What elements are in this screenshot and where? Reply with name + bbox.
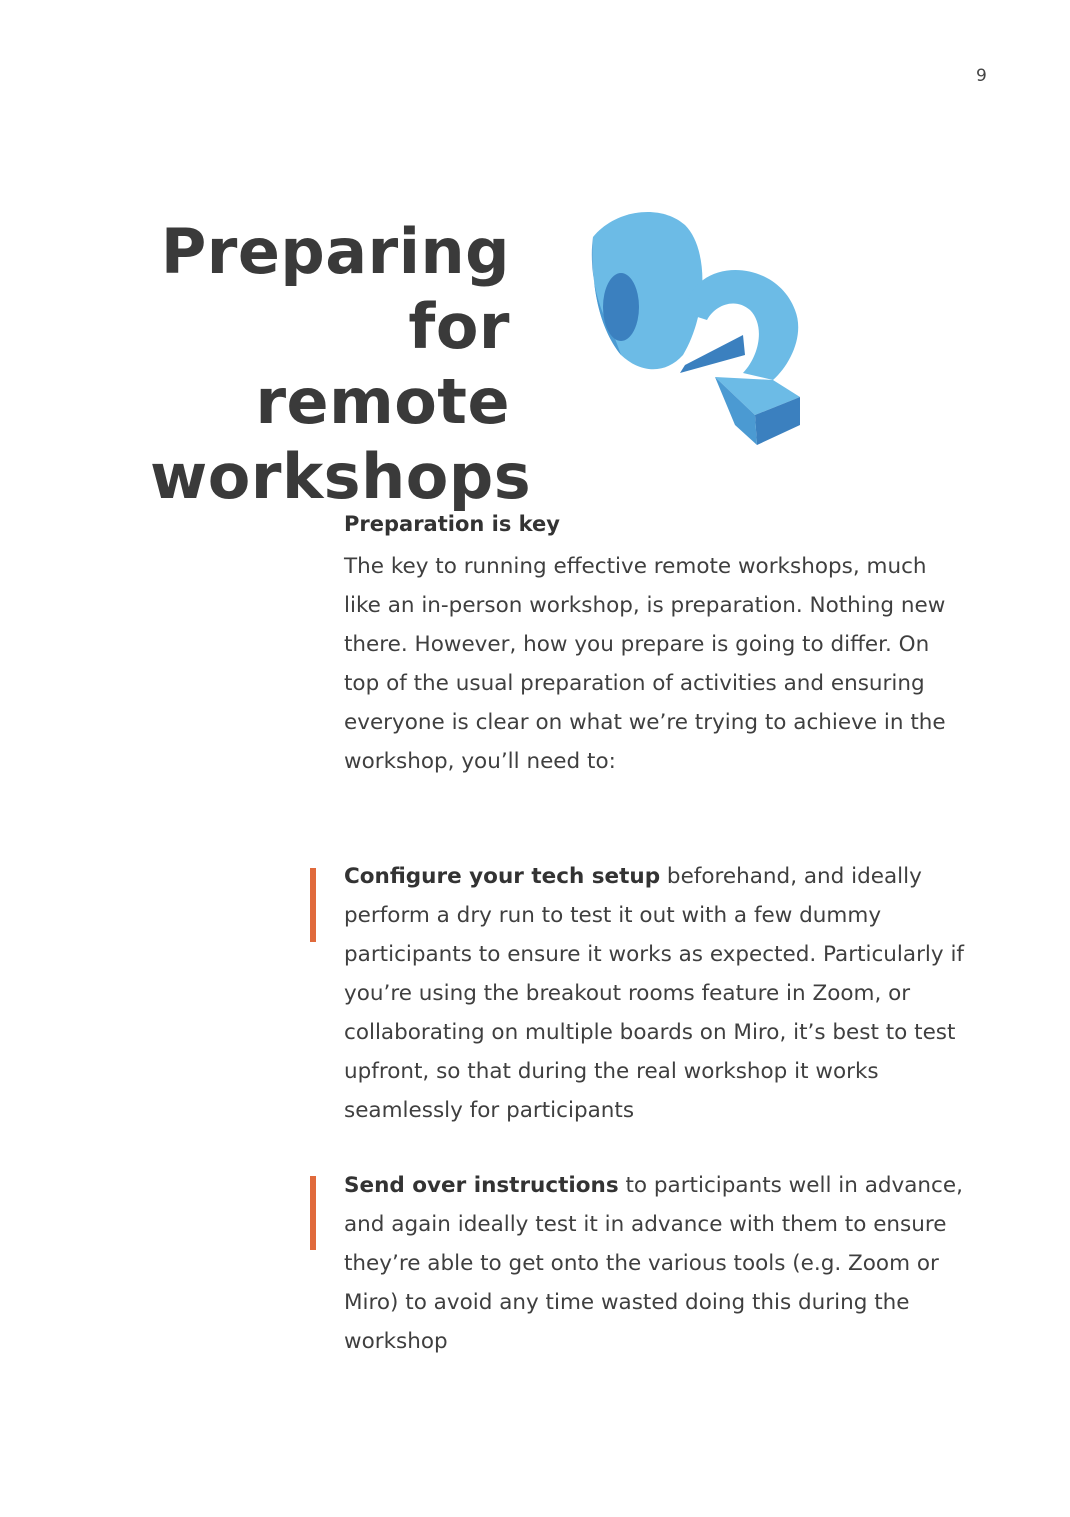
page-number: 9 bbox=[976, 66, 987, 86]
callout-tech-setup-text: beforehand, and ideally perform a dry run to test it out with a few dummy participants to ensure it works as expected. Particularly if you’re using the breakout rooms feature in Zoom, or collaborating on multiple boards on Miro, it’s best to test upfront, so that during the real workshop it works seamlessly for participants bbox=[344, 864, 964, 1123]
callout-tech-setup-lead: Configure your tech setup bbox=[344, 864, 661, 889]
callout-accent-bar bbox=[310, 868, 316, 942]
chapter-title-line-1: Preparing bbox=[160, 215, 510, 288]
intro-paragraph: The key to running effective remote workshops, much like an in-person workshop, is preparation. Nothing new there. However, how you prepare is going to differ. On top of the usual preparation of activities and ensuring everyone is clear on what we’re trying to achieve in the workshop, you’ll need to: bbox=[344, 554, 946, 774]
chapter-title-line-3: workshops bbox=[150, 440, 532, 513]
callout-instructions-text: to participants well in advance, and again ideally test it in advance with them to ensure they’re able to get onto the various tools (e.g. Zoom or Miro) to avoid any time wasted doing this during the workshop bbox=[344, 1173, 963, 1354]
callout-accent-bar bbox=[310, 1176, 316, 1250]
chapter-title bbox=[150, 214, 532, 514]
callout-instructions bbox=[344, 1166, 969, 1361]
callout-instructions-lead: Send over instructions bbox=[344, 1173, 619, 1198]
isometric-number-02-icon bbox=[585, 205, 815, 455]
section-heading: Preparation is key bbox=[344, 512, 560, 536]
digit-zero-hole bbox=[603, 273, 639, 341]
chapter-title-line-2: for remote bbox=[255, 290, 510, 438]
callout-tech-setup bbox=[344, 857, 969, 1130]
